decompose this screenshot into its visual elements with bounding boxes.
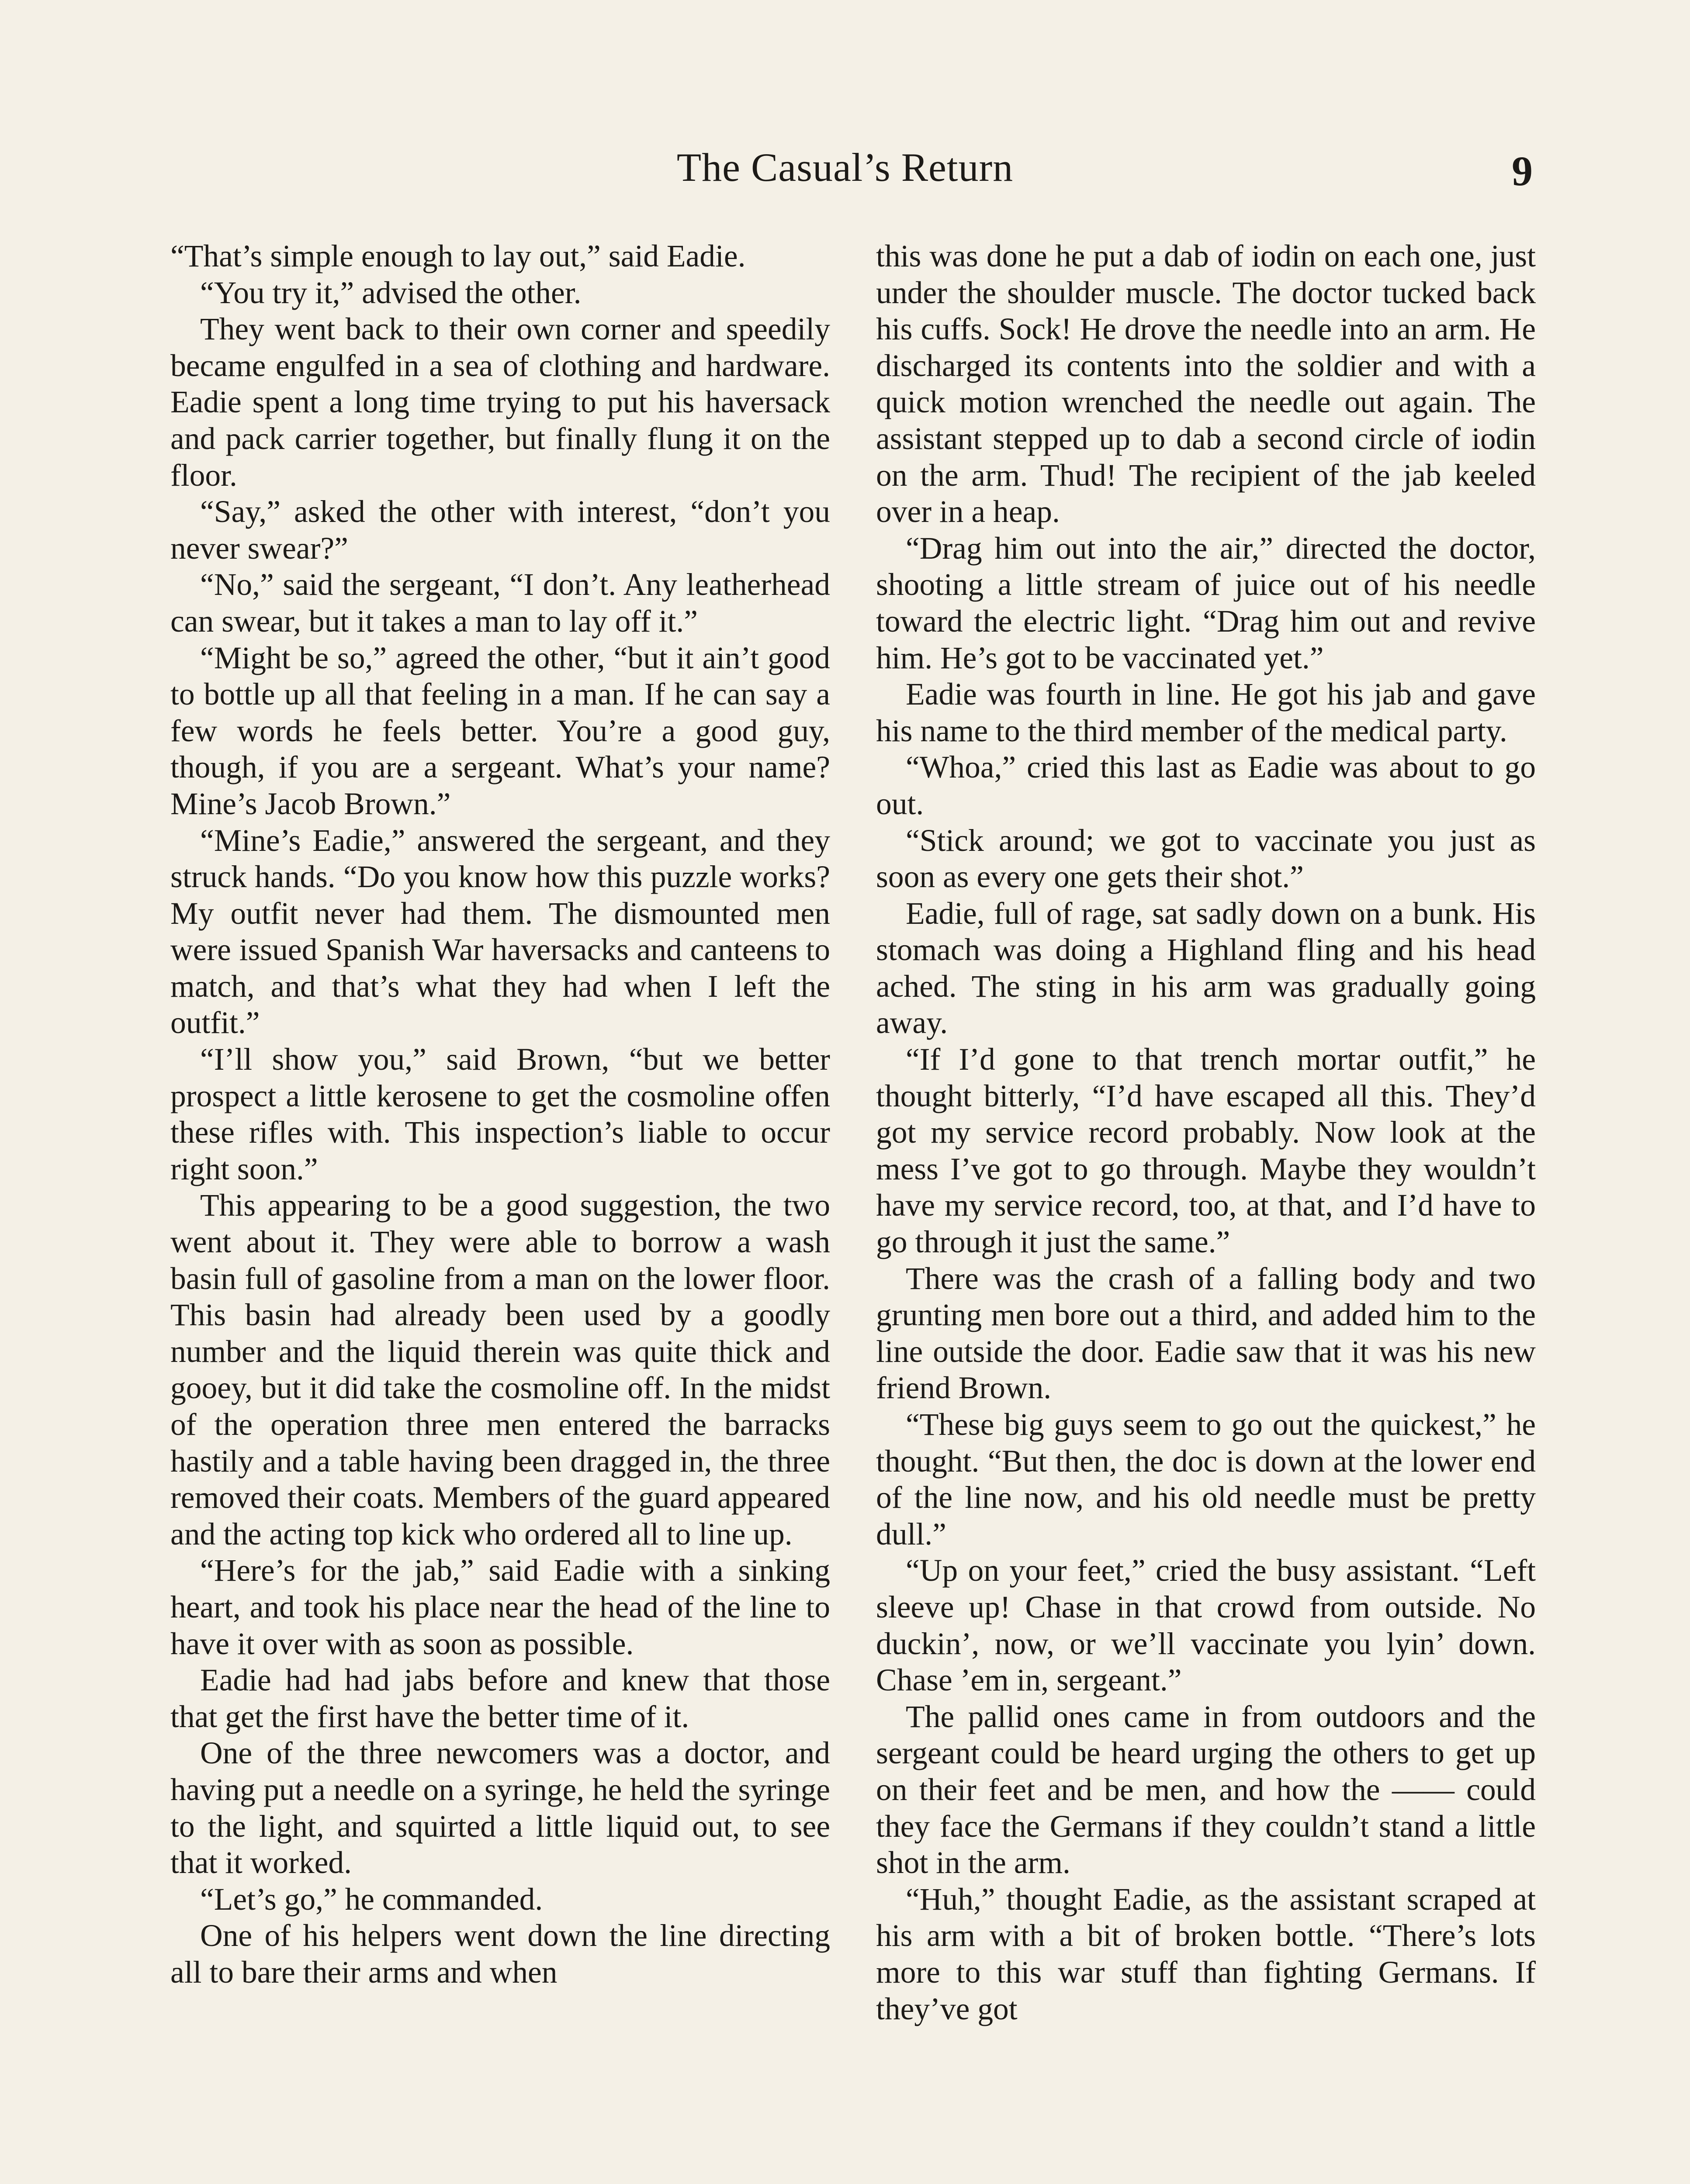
paragraph: This appearing to be a good suggestion, the two went about it. They were able to borrow a wash basin full of gasoline from a man on the lower floor. This basin had already been used by a goodly number and the liquid therein was quite thick and gooey, but it did take the cosmoline off. In the midst of the operation three men entered the barracks hastily and a table having been dragged in, the three removed their coats. Members of the guard appeared and the acting top kick who ordered all to line up.: [170, 1188, 830, 1552]
paragraph: this was done he put a dab of iodin on each one, just under the shoulder muscle. The doctor tucked back his cuffs. Sock! He drove the needle into an arm. He discharged its contents into the soldier and with a quick motion wrenched the needle out again. The assistant stepped up to dab a second circle of iodin on the arm. Thud! The recipient of the jab keeled over in a heap.: [876, 239, 1536, 529]
paragraph: “Say,” asked the other with interest, “don’t you never swear?”: [170, 494, 830, 566]
paragraph: Eadie was fourth in line. He got his jab and gave his name to the third member of the medical party.: [876, 677, 1536, 748]
paragraph: “Stick around; we got to vaccinate you just as soon as every one gets their shot.”: [876, 823, 1536, 895]
paragraph: “Mine’s Eadie,” answered the sergeant, and they struck hands. “Do you know how this puzzle works? My outfit never had them. The dismounted men were issued Spanish War haversacks and canteens to match, and that’s what they had when I left the outfit.”: [170, 823, 830, 1040]
paragraph: “Huh,” thought Eadie, as the assistant scraped at his arm with a bit of broken bottle. “There’s lots more to this war stuff than fighting Germans. If they’ve got: [876, 1882, 1536, 2026]
paragraph: They went back to their own corner and speedily became engulfed in a sea of clothing and hardware. Eadie spent a long time trying to put his haversack and pack carrier together, but finally flung it on the floor.: [170, 312, 830, 493]
page-header: [0, 144, 1690, 205]
page-number: 9: [1512, 148, 1533, 194]
paragraph: The pallid ones came in from outdoors and the sergeant could be heard urging the others to get up on their feet and be men, and how the —— could they face the Germans if they couldn’t stand a little shot in the arm.: [876, 1699, 1536, 1880]
paragraph: “Might be so,” agreed the other, “but it ain’t good to bottle up all that feeling in a man. If he can say a few words he feels better. You’re a good guy, though, if you are a sergeant. What’s your name? Mine’s Jacob Brown.”: [170, 640, 830, 821]
paragraph: One of his helpers went down the line directing all to bare their arms and when: [170, 1918, 830, 1990]
running-title: The Casual’s Return: [676, 145, 1014, 190]
paragraph: There was the crash of a falling body and two grunting men bore out a third, and added him to the line outside the door. Eadie saw that it was his new friend Brown.: [876, 1261, 1536, 1406]
paragraph: “Whoa,” cried this last as Eadie was about to go out.: [876, 750, 1536, 821]
right-column: [876, 238, 1536, 2027]
paragraph: “Here’s for the jab,” said Eadie with a sinking heart, and took his place near the head of the line to have it over with as soon as possible.: [170, 1553, 830, 1661]
paragraph: “Let’s go,” he commanded.: [200, 1882, 543, 1917]
paragraph: “Drag him out into the air,” directed the doctor, shooting a little stream of juice out of his needle toward the electric light. “Drag him out and revive him. He’s got to be vaccinated yet.”: [876, 531, 1536, 675]
paragraph: “Up on your feet,” cried the busy assistant. “Left sleeve up! Chase in that crowd from outside. No duckin’, now, or we’ll vaccinate you lyin’ down. Chase ’em in, sergeant.”: [876, 1553, 1536, 1698]
paragraph: “No,” said the sergeant, “I don’t. Any leatherhead can swear, but it takes a man to lay off it.”: [170, 567, 830, 639]
paragraph: “These big guys seem to go out the quickest,” he thought. “But then, the doc is down at the lower end of the line now, and his old needle must be pretty dull.”: [876, 1407, 1536, 1552]
paragraph: “You try it,” advised the other.: [200, 275, 582, 310]
paragraph: Eadie had had jabs before and knew that those that get the first have the better time of it.: [170, 1663, 830, 1734]
left-column: [170, 238, 830, 1991]
paragraph: “That’s simple enough to lay out,” said Eadie.: [170, 239, 746, 273]
paragraph: “I’ll show you,” said Brown, “but we better prospect a little kerosene to get the cosmoline offen these rifles with. This inspection’s liable to occur right soon.”: [170, 1042, 830, 1186]
paragraph: One of the three newcomers was a doctor, and having put a needle on a syringe, he held the syringe to the light, and squirted a little liquid out, to see that it worked.: [170, 1736, 830, 1880]
paragraph: Eadie, full of rage, sat sadly down on a bunk. His stomach was doing a Highland fling and his head ached. The sting in his arm was gradually going away.: [876, 896, 1536, 1040]
paragraph: “If I’d gone to that trench mortar outfit,” he thought bitterly, “I’d have escaped all this. They’d got my service record probably. Now look at the mess I’ve got to go through. Maybe they wouldn’t have my service record, too, at that, and I’d have to go through it just the same.”: [876, 1042, 1536, 1260]
